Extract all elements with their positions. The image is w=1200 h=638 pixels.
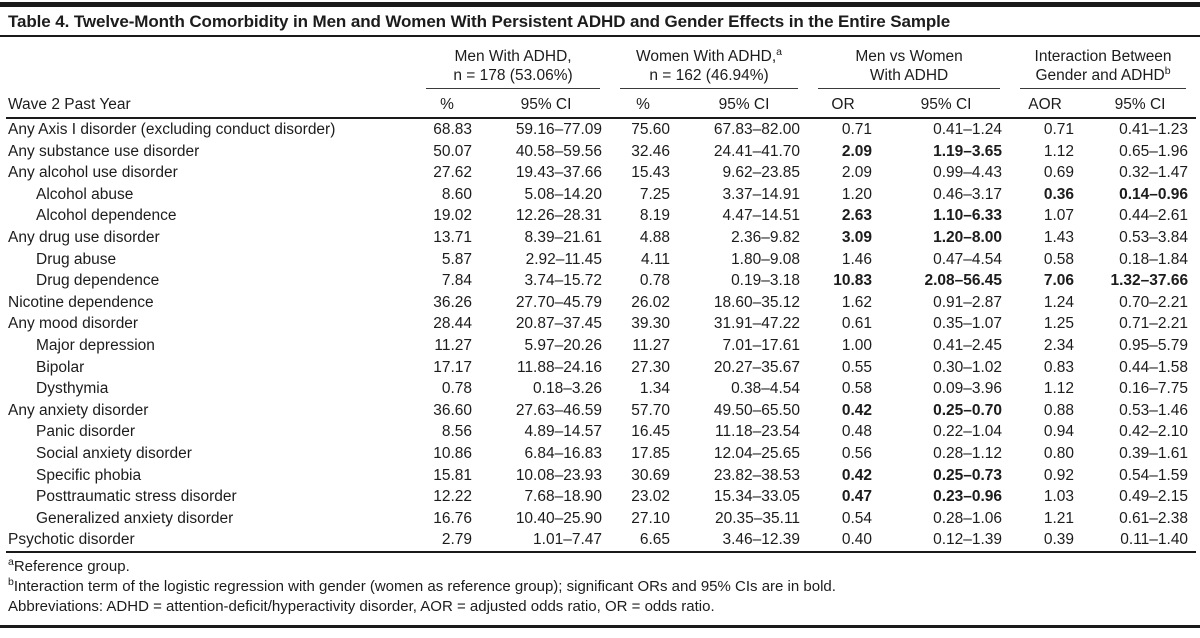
footnote-b (8, 577, 1192, 597)
cell-or: 0.71 (841, 121, 873, 138)
cell-or-ci: 0.35–1.07 (933, 315, 1003, 333)
cell-aor-ci: 0.65–1.96 (1119, 142, 1189, 160)
cell-aor: 1.43 (1043, 228, 1075, 246)
cell-or: 0.54 (841, 509, 873, 527)
footnote-marker: b (8, 575, 14, 588)
cell-men-pct: 68.83 (433, 121, 472, 138)
col-header-men-ci: 95% CI (488, 89, 610, 118)
cell-men-ci: 27.70–45.79 (515, 293, 603, 311)
table-row (6, 357, 1196, 379)
cell-women-ci: 3.37–14.91 (722, 185, 801, 203)
cell-or-ci: 0.46–3.17 (933, 185, 1003, 203)
cell-or-ci: 0.25–0.70 (933, 401, 1003, 419)
cell-women-pct: 1.34 (639, 380, 671, 398)
cell-men-ci: 1.01–7.47 (488, 529, 610, 552)
cell-men-pct: 17.17 (433, 358, 472, 376)
cell-men-ci: 19.43–37.66 (515, 164, 603, 182)
cell-or: 1.62 (841, 293, 873, 311)
cell-or-ci: 1.19–3.65 (933, 142, 1003, 160)
footnote-marker: b (1164, 64, 1171, 77)
cell-aor-ci: 0.61–2.38 (1119, 509, 1189, 527)
footnote-marker: a (776, 45, 782, 58)
cell-men-pct: 50.07 (433, 142, 472, 160)
row-label: Psychotic disorder (6, 529, 416, 552)
cell-aor: 1.07 (1043, 207, 1075, 225)
cell-women-ci: 0.19–3.18 (731, 272, 801, 290)
cell-men-pct: 8.56 (441, 423, 472, 441)
table-row (6, 227, 1196, 249)
cell-women-pct: 23.02 (631, 488, 671, 506)
cell-or: 10.83 (833, 272, 873, 290)
col-header-men-pct: % (416, 89, 488, 118)
cell-or: 2.09 (841, 142, 873, 160)
col-header-aor: AOR (1010, 89, 1090, 118)
row-label: Any substance use disorder (8, 142, 200, 160)
cell-aor-ci: 0.44–1.58 (1119, 358, 1189, 376)
cell-or-ci: 0.99–4.43 (933, 164, 1003, 182)
cell-women-pct: 4.88 (639, 228, 671, 246)
cell-women-ci: 23.82–38.53 (713, 466, 801, 484)
row-label: Social anxiety disorder (36, 444, 192, 462)
group-label (1020, 47, 1186, 89)
cell-or-ci: 2.08–56.45 (924, 272, 1003, 290)
cell-men-pct: 36.60 (433, 401, 472, 419)
cell-or: 0.40 (808, 529, 888, 552)
cell-aor-ci: 0.44–2.61 (1119, 207, 1189, 225)
cell-men-ci: 2.92–11.45 (525, 250, 603, 268)
group-label-line1: Men vs Women (855, 48, 963, 65)
group-label (818, 47, 1000, 89)
cell-women-ci: 9.62–23.85 (722, 164, 801, 182)
cell-or-ci: 1.20–8.00 (933, 228, 1003, 246)
cell-women-ci: 12.04–25.65 (713, 444, 801, 462)
cell-men-ci: 5.08–14.20 (524, 185, 603, 203)
table-row (6, 162, 1196, 184)
table-row (6, 184, 1196, 206)
cell-aor: 0.69 (1043, 164, 1075, 182)
cell-women-pct: 26.02 (631, 293, 671, 311)
cell-or: 1.00 (841, 336, 873, 354)
group-label-line2: n = 162 (46.94%) (649, 67, 769, 84)
table-row (6, 400, 1196, 422)
row-label: Drug dependence (36, 272, 160, 290)
cell-women-pct: 0.78 (639, 272, 671, 290)
cell-or: 0.47 (841, 488, 873, 506)
cell-aor: 2.34 (1043, 336, 1075, 354)
row-label: Any drug use disorder (8, 228, 160, 246)
group-label (426, 47, 600, 89)
cell-women-pct: 39.30 (631, 315, 671, 333)
cell-aor: 1.03 (1043, 488, 1075, 506)
cell-men-ci: 12.26–28.31 (515, 207, 603, 225)
bottom-rule (0, 625, 1200, 628)
cell-men-pct: 2.79 (416, 529, 488, 552)
cell-women-pct: 4.11 (640, 250, 671, 268)
row-label: Specific phobia (36, 466, 142, 484)
cell-aor: 0.58 (1043, 250, 1075, 268)
cell-men-pct: 13.71 (433, 228, 472, 246)
cell-men-ci: 3.74–15.72 (524, 272, 603, 290)
table-row (6, 465, 1196, 487)
footnote-text: Interaction term of the logistic regression with gender (women as reference group); significant ORs and 95% CIs are in bold. (13, 577, 836, 595)
cell-women-ci: 11.18–23.54 (714, 423, 801, 441)
cell-women-ci: 15.34–33.05 (713, 488, 801, 506)
cell-aor-ci: 0.11–1.40 (1090, 529, 1196, 552)
cell-or-ci: 0.28–1.12 (933, 444, 1003, 462)
col-header-women-ci: 95% CI (686, 89, 808, 118)
table-row (6, 529, 1196, 552)
cell-men-ci: 40.58–59.56 (515, 142, 603, 160)
group-label-line2: Gender and ADHD (1035, 67, 1165, 84)
cell-men-ci: 0.18–3.26 (533, 380, 603, 398)
cell-or: 0.58 (841, 380, 873, 398)
cell-women-pct: 16.45 (631, 423, 671, 441)
cell-women-ci: 18.60–35.12 (713, 293, 801, 311)
cell-women-pct: 6.65 (610, 529, 686, 552)
cell-women-ci: 2.36–9.82 (731, 228, 801, 246)
table-row (6, 205, 1196, 227)
col-header-women-pct: % (610, 89, 686, 118)
cell-aor-ci: 0.53–1.46 (1119, 401, 1189, 419)
footnote-a (8, 557, 1192, 577)
footnote-abbreviations (8, 597, 1192, 617)
cell-men-ci: 5.97–20.26 (524, 336, 603, 354)
cell-or: 0.55 (841, 358, 873, 376)
group-label (620, 47, 798, 89)
cell-aor: 0.39 (1010, 529, 1090, 552)
cell-or: 2.09 (841, 164, 873, 182)
row-label: Panic disorder (36, 423, 136, 441)
cell-or-ci: 1.10–6.33 (933, 207, 1003, 225)
cell-women-pct: 27.30 (631, 358, 671, 376)
stub-spacer (6, 37, 416, 89)
row-label: Alcohol abuse (36, 185, 134, 203)
cell-aor-ci: 0.70–2.21 (1119, 293, 1189, 311)
cell-women-ci: 1.80–9.08 (731, 250, 801, 268)
cell-men-pct: 27.62 (433, 164, 472, 182)
cell-aor: 1.25 (1043, 315, 1075, 333)
table-body (6, 118, 1196, 552)
row-label: Any Axis I disorder (excluding conduct disorder) (8, 121, 336, 138)
cell-or-ci: 0.22–1.04 (933, 423, 1003, 441)
cell-women-pct: 57.70 (631, 401, 671, 419)
table-row (6, 378, 1196, 400)
table-row (6, 508, 1196, 530)
cell-women-ci: 4.47–14.51 (722, 207, 801, 225)
cell-or: 0.42 (841, 466, 873, 484)
row-label: Dysthymia (36, 380, 109, 398)
cell-men-pct: 8.60 (441, 185, 472, 203)
cell-or-ci: 0.91–2.87 (933, 293, 1003, 311)
cell-or-ci: 0.25–0.73 (933, 466, 1003, 484)
row-label: Bipolar (36, 358, 85, 376)
cell-aor-ci: 0.95–5.79 (1119, 336, 1189, 354)
cell-or-ci: 0.28–1.06 (933, 509, 1003, 527)
cell-aor-ci: 0.42–2.10 (1119, 423, 1189, 441)
cell-aor: 7.06 (1043, 272, 1075, 290)
table-row (6, 249, 1196, 271)
row-label: Posttraumatic stress disorder (36, 488, 237, 506)
cell-or: 1.20 (841, 185, 873, 203)
cell-or: 0.42 (841, 401, 873, 419)
cell-women-pct: 27.10 (631, 509, 671, 527)
cell-women-pct: 7.25 (639, 185, 671, 203)
stub-header: Wave 2 Past Year (6, 89, 416, 118)
column-group-men-vs-women (808, 37, 1010, 89)
cell-men-pct: 36.26 (433, 293, 472, 311)
cell-aor-ci: 0.32–1.47 (1119, 164, 1189, 182)
col-header-or: OR (808, 89, 888, 118)
footnotes (0, 553, 1200, 619)
cell-or-ci: 0.30–1.02 (933, 358, 1003, 376)
cell-or-ci: 0.41–1.24 (933, 121, 1003, 138)
cell-aor: 1.12 (1043, 380, 1075, 398)
cell-women-ci: 20.35–35.11 (714, 509, 801, 527)
table-row (6, 118, 1196, 141)
cell-aor-ci: 0.18–1.84 (1119, 250, 1189, 268)
cell-men-ci: 20.87–37.45 (515, 315, 603, 333)
cell-aor: 0.88 (1043, 401, 1075, 419)
cell-aor: 1.24 (1043, 293, 1075, 311)
column-group-women-with-adhd (610, 37, 808, 89)
row-label: Alcohol dependence (36, 207, 177, 225)
subheader-row (6, 89, 1196, 118)
table-title: Table 4. Twelve-Month Comorbidity in Men and Women With Persistent ADHD and Gender Effects in the Entire Sample (8, 12, 951, 31)
cell-men-ci: 10.40–25.90 (515, 509, 603, 527)
column-group-interaction (1010, 37, 1196, 89)
cell-men-ci: 8.39–21.61 (524, 228, 603, 246)
cell-aor-ci: 0.49–2.15 (1119, 488, 1189, 506)
cell-aor-ci: 0.16–7.75 (1119, 380, 1189, 398)
cell-women-pct: 75.60 (631, 121, 671, 138)
cell-men-ci: 59.16–77.09 (515, 121, 603, 138)
table-row (6, 443, 1196, 465)
cell-or-ci: 0.41–2.45 (933, 336, 1003, 354)
cell-aor-ci: 1.32–37.66 (1110, 272, 1189, 290)
cell-men-pct: 10.86 (433, 444, 472, 462)
column-group-men-with-adhd (416, 37, 610, 89)
cell-men-ci: 7.68–18.90 (524, 488, 603, 506)
row-label: Any alcohol use disorder (8, 164, 178, 182)
cell-men-pct: 5.87 (441, 250, 472, 268)
cell-women-ci: 31.91–47.22 (713, 315, 801, 333)
cell-or-ci: 0.09–3.96 (933, 380, 1003, 398)
cell-women-ci: 24.41–41.70 (713, 142, 801, 160)
cell-aor-ci: 0.41–1.23 (1119, 121, 1189, 138)
cell-or: 1.46 (841, 250, 873, 268)
cell-or: 3.09 (841, 228, 873, 246)
row-label: Major depression (36, 336, 155, 354)
row-label: Drug abuse (36, 250, 117, 268)
group-label-line1: Men With ADHD, (454, 48, 572, 65)
cell-or: 2.63 (841, 207, 873, 225)
group-header-row (6, 37, 1196, 89)
cell-or-ci: 0.47–4.54 (933, 250, 1003, 268)
cell-aor: 0.71 (1043, 121, 1075, 138)
cell-men-pct: 15.81 (433, 466, 472, 484)
cell-men-pct: 16.76 (433, 509, 472, 527)
cell-aor: 0.36 (1043, 185, 1075, 203)
cell-men-ci: 27.63–46.59 (515, 401, 603, 419)
cell-women-ci: 49.50–65.50 (713, 401, 801, 419)
cell-men-pct: 7.84 (441, 272, 472, 290)
cell-or-ci: 0.23–0.96 (933, 488, 1003, 506)
cell-men-pct: 19.02 (433, 207, 472, 225)
group-label-line1: Interaction Between (1034, 48, 1172, 65)
table-row (6, 486, 1196, 508)
cell-men-pct: 0.78 (441, 380, 472, 398)
cell-women-ci: 7.01–17.61 (722, 336, 801, 354)
table-row (6, 313, 1196, 335)
cell-women-pct: 30.69 (631, 466, 671, 484)
cell-or: 0.56 (841, 444, 873, 462)
cell-men-pct: 11.27 (434, 336, 472, 354)
cell-aor-ci: 0.14–0.96 (1119, 185, 1189, 203)
footnote-text: Abbreviations: ADHD = attention-deficit/hyperactivity disorder, AOR = adjusted odds ratio, OR = odds ratio. (8, 597, 715, 615)
cell-or: 0.61 (841, 315, 873, 333)
cell-men-ci: 10.08–23.93 (515, 466, 603, 484)
cell-women-pct: 32.46 (631, 142, 671, 160)
cell-women-pct: 8.19 (639, 207, 671, 225)
table-row (6, 141, 1196, 163)
row-label: Nicotine dependence (8, 293, 154, 311)
cell-or-ci: 0.12–1.39 (888, 529, 1010, 552)
row-label: Generalized anxiety disorder (36, 509, 234, 527)
col-header-or-ci: 95% CI (888, 89, 1010, 118)
cell-women-ci: 67.83–82.00 (713, 121, 801, 138)
cell-aor: 1.21 (1043, 509, 1075, 527)
col-header-aor-ci: 95% CI (1090, 89, 1196, 118)
cell-aor-ci: 0.54–1.59 (1119, 466, 1189, 484)
row-label: Any anxiety disorder (8, 401, 149, 419)
cell-women-ci: 0.38–4.54 (731, 380, 801, 398)
group-label-line2: n = 178 (53.06%) (453, 67, 573, 84)
cell-women-ci: 20.27–35.67 (713, 358, 801, 376)
cell-aor: 1.12 (1043, 142, 1075, 160)
cell-men-ci: 6.84–16.83 (524, 444, 603, 462)
cell-aor: 0.94 (1043, 423, 1075, 441)
cell-women-pct: 15.43 (631, 164, 671, 182)
row-label: Any mood disorder (8, 315, 139, 333)
table-row (6, 335, 1196, 357)
journal-table-figure (0, 2, 1200, 638)
cell-aor-ci: 0.53–3.84 (1119, 228, 1189, 246)
cell-aor-ci: 0.39–1.61 (1119, 444, 1189, 462)
cell-women-pct: 11.27 (632, 336, 671, 354)
table-row (6, 292, 1196, 314)
cell-aor: 0.83 (1043, 358, 1075, 376)
table-row (6, 270, 1196, 292)
group-label-line2: With ADHD (869, 67, 949, 84)
cell-men-pct: 12.22 (433, 488, 472, 506)
cell-women-ci: 3.46–12.39 (686, 529, 808, 552)
cell-women-pct: 17.85 (631, 444, 671, 462)
footnote-marker: a (8, 555, 14, 568)
cell-aor: 0.92 (1043, 466, 1075, 484)
cell-aor: 0.80 (1043, 444, 1075, 462)
cell-aor-ci: 0.71–2.21 (1119, 315, 1189, 333)
cell-or: 0.48 (841, 423, 873, 441)
cell-men-ci: 11.88–24.16 (516, 358, 603, 376)
table-row (6, 421, 1196, 443)
comorbidity-table (6, 37, 1196, 553)
group-label-line1: Women With ADHD, (636, 48, 777, 65)
cell-men-pct: 28.44 (433, 315, 472, 333)
footnote-text: Reference group. (13, 557, 130, 575)
table-header (6, 37, 1196, 118)
cell-men-ci: 4.89–14.57 (524, 423, 603, 441)
